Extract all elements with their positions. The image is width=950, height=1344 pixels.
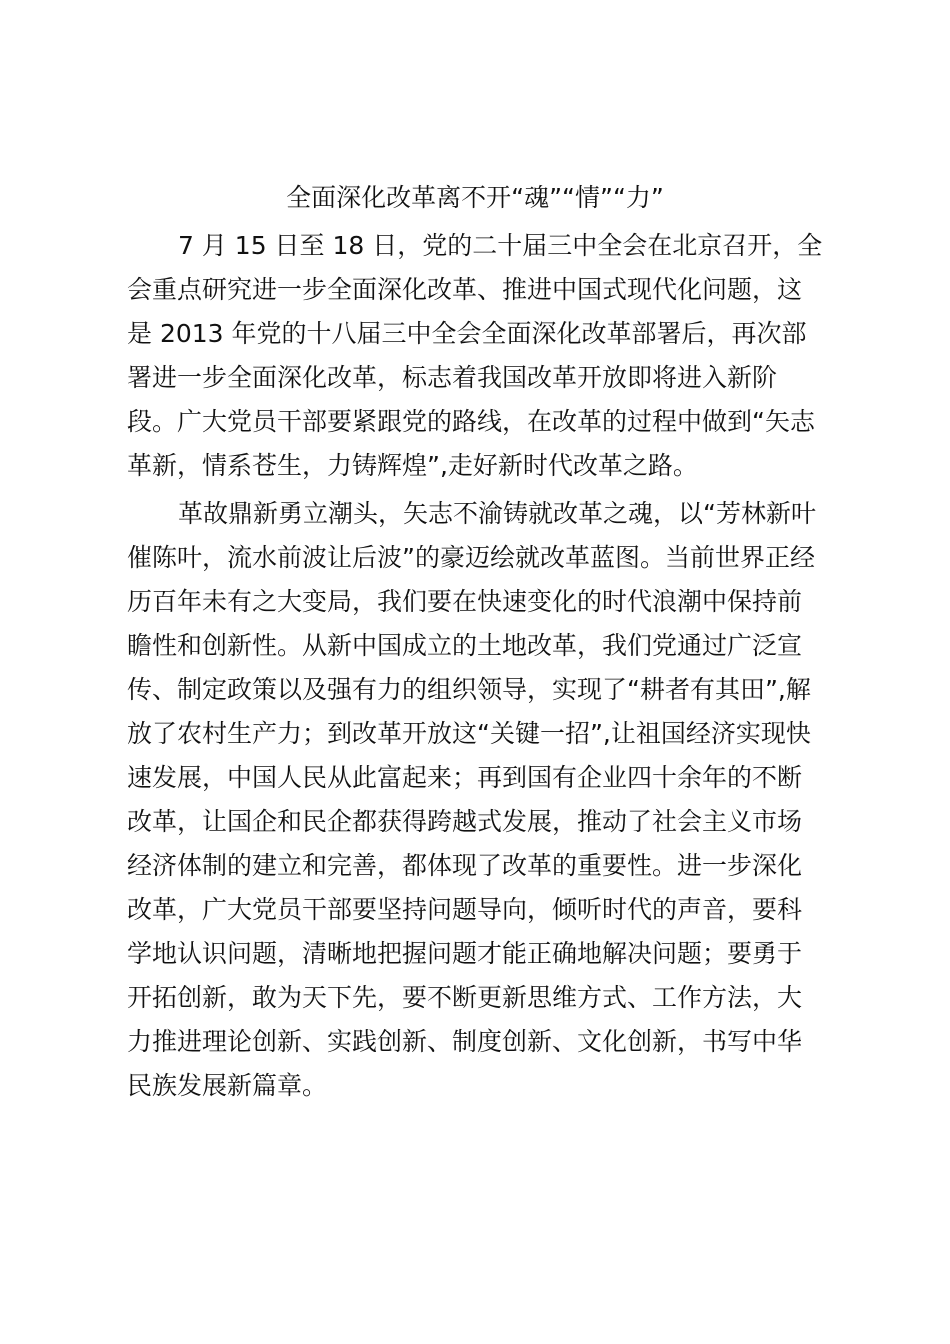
paragraph-1-line: 革新，情系苍生，力铸辉煌”,走好新时代改革之路。 — [127, 451, 698, 480]
paragraph-1-line: 7 月 15 日至 18 日，党的二十届三中全会在北京召开，全 — [178, 231, 823, 260]
paragraph-2-line: 经济体制的建立和完善，都体现了改革的重要性。进一步深化 — [127, 851, 803, 880]
paragraph-2-line: 瞻性和创新性。从新中国成立的土地改革，我们党通过广泛宣 — [127, 631, 803, 660]
paragraph-2-line: 传、制定政策以及强有力的组织领导，实现了“耕者有其田”,解 — [127, 675, 811, 704]
paragraph-2-line: 改革，让国企和民企都获得跨越式发展，推动了社会主义市场 — [127, 807, 803, 836]
paragraph-1-line: 署进一步全面深化改革，标志着我国改革开放即将进入新阶 — [127, 363, 778, 392]
paragraph-2-line: 开拓创新，敢为天下先，要不断更新思维方式、工作方法，大 — [127, 983, 803, 1012]
paragraph-1-line: 段。广大党员干部要紧跟党的路线，在改革的过程中做到“矢志 — [127, 407, 815, 436]
paragraph-1-line: 是 2013 年党的十八届三中全会全面深化改革部署后，再次部 — [127, 319, 807, 348]
paragraph-2-line: 学地认识问题，清晰地把握问题才能正确地解决问题；要勇于 — [127, 939, 803, 968]
paragraph-2-line: 催陈叶，流水前波让后波”的豪迈绘就改革蓝图。当前世界正经 — [127, 543, 815, 572]
paragraph-2-line: 改革，广大党员干部要坚持问题导向，倾听时代的声音，要科 — [127, 895, 803, 924]
paragraph-2-line: 革故鼎新勇立潮头，矢志不渝铸就改革之魂，以“芳林新叶 — [178, 499, 816, 528]
paragraph-2-line: 历百年未有之大变局，我们要在快速变化的时代浪潮中保持前 — [127, 587, 803, 616]
paragraph-1-line: 会重点研究进一步全面深化改革、推进中国式现代化问题，这 — [127, 275, 803, 304]
paragraph-2-line: 民族发展新篇章。 — [127, 1071, 328, 1100]
paragraph-2-line: 速发展，中国人民从此富起来；再到国有企业四十余年的不断 — [127, 763, 803, 792]
paragraph-2-line: 放了农村生产力；到改革开放这“关键一招”,让祖国经济实现快 — [127, 719, 811, 748]
paragraph-2-line: 力推进理论创新、实践创新、制度创新、文化创新，书写中华 — [127, 1027, 803, 1056]
document-title: 全面深化改革离不开“魂”“情”“力” — [286, 183, 664, 212]
